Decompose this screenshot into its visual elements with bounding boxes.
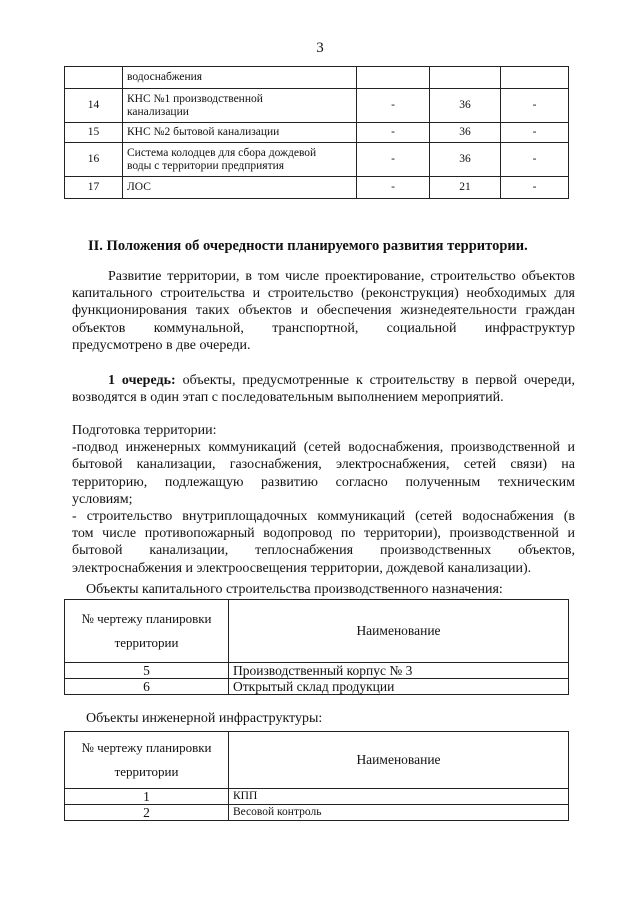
infrastructure-objects-table <box>64 731 569 821</box>
production-objects-table <box>64 599 569 695</box>
table-row <box>65 123 569 143</box>
row-number: 15 <box>65 123 123 143</box>
row-value-c <box>501 67 569 89</box>
row-value-c: - <box>501 177 569 199</box>
row-number: 16 <box>65 143 123 177</box>
row-value-b: 36 <box>430 143 501 177</box>
paragraph-line: бытовой канализации, теплоснабжения производственных объектов, <box>72 543 575 559</box>
header-drawing-number <box>65 600 229 663</box>
header-line: территории <box>114 764 179 779</box>
paragraph-line: электроснабжения и электроосвещения территории, дождевой канализации). <box>72 560 532 576</box>
header-line: № чертежу планировки <box>81 740 212 755</box>
row-number: 17 <box>65 177 123 199</box>
header-name: Наименование <box>229 732 569 789</box>
page-number: 3 <box>316 40 324 56</box>
row-name-line: водоснабжения <box>127 71 203 83</box>
row-name-line: канализации <box>127 105 189 118</box>
row-value-b <box>430 67 501 89</box>
paragraph-line: бытовой канализации, газоснабжения, электроснабжения, сетей связи) на <box>72 457 575 473</box>
row-number: 5 <box>65 663 229 679</box>
paragraph-line: Развитие территории, в том числе проектирование, строительство объектов <box>108 269 575 284</box>
paragraph-line <box>72 372 575 389</box>
row-name-line: воды с территории предприятия <box>127 159 285 172</box>
paragraph-preparation <box>72 422 575 577</box>
row-name: КПП <box>229 789 569 805</box>
row-value-a: - <box>357 123 430 143</box>
paragraph-line: объектов коммунальной, транспортной, социальной инфраструктур <box>72 320 575 336</box>
table-row <box>65 679 569 695</box>
paragraph-line: том числе противопожарный водопровод по территории), производственной и <box>72 526 575 542</box>
paragraph-development <box>72 268 575 354</box>
row-value-b: 36 <box>430 123 501 143</box>
row-value-a: - <box>357 143 430 177</box>
row-value-c: - <box>501 89 569 123</box>
header-name: Наименование <box>229 600 569 663</box>
row-name-line: Система колодцев для сбора дождевой <box>127 146 317 159</box>
table-row <box>65 663 569 679</box>
row-number: 2 <box>65 805 229 821</box>
row-name <box>123 177 357 199</box>
caption-infrastructure-objects: Объекты инженерной инфраструктуры: <box>86 711 323 726</box>
row-name <box>123 89 357 123</box>
paragraph-line: территорию, подлежащую развитию согласно полученным техническим <box>72 474 575 490</box>
paragraph-line: капитального строительства и строительство (реконструкция) необходимых для <box>72 286 575 302</box>
row-number: 14 <box>65 89 123 123</box>
row-value-a: - <box>357 89 430 123</box>
row-name-line: ЛОС <box>127 181 151 193</box>
paragraph-line: -подвод инженерных коммуникаций (сетей водоснабжения, производственной и <box>72 440 575 456</box>
header-line: № чертежу планировки <box>81 611 212 626</box>
paragraph-line: Подготовка территории: <box>72 423 217 438</box>
row-value-a <box>357 67 430 89</box>
table-row <box>65 67 569 89</box>
header-line: территории <box>114 635 179 650</box>
paragraph-line: - строительство внутриплощадочных коммуникаций (сетей водоснабжения (в <box>72 509 575 525</box>
row-name <box>123 123 357 143</box>
row-name <box>123 67 357 89</box>
paragraph-stage-one <box>72 372 575 406</box>
paragraph-line: функционирования таких объектов и обеспечения жизнедеятельности граждан <box>72 303 575 319</box>
caption-production-objects: Объекты капитального строительства производственного назначения: <box>86 582 503 597</box>
row-value-c: - <box>501 143 569 177</box>
row-name: Открытый склад продукции <box>229 679 569 695</box>
table-row <box>65 789 569 805</box>
row-number: 1 <box>65 789 229 805</box>
row-name: Производственный корпус № 3 <box>229 663 569 679</box>
table-row <box>65 89 569 123</box>
row-value-b: 21 <box>430 177 501 199</box>
row-value-b: 36 <box>430 89 501 123</box>
row-number <box>65 67 123 89</box>
table-row <box>65 805 569 821</box>
stage-text: объекты, предусмотренные к строительству в первой очереди, <box>175 373 575 388</box>
stage-label: 1 очередь: <box>108 373 176 388</box>
row-name: Весовой контроль <box>229 805 569 821</box>
table-header-row <box>65 732 569 789</box>
section-title: II. Положения об очередности планируемого развития территории. <box>88 238 528 254</box>
row-value-a: - <box>357 177 430 199</box>
table-row <box>65 143 569 177</box>
header-drawing-number <box>65 732 229 789</box>
table-header-row <box>65 600 569 663</box>
paragraph-line: условиям; <box>72 491 133 507</box>
row-name-line: КНС №2 бытовой канализации <box>127 126 280 138</box>
paragraph-line: предусмотрено в две очереди. <box>72 337 251 353</box>
row-number: 6 <box>65 679 229 695</box>
row-value-c: - <box>501 123 569 143</box>
facilities-table <box>64 66 569 199</box>
table-row <box>65 177 569 199</box>
row-name-line: КНС №1 производственной <box>127 92 263 105</box>
paragraph-line: возводятся в один этап с последовательным выполнением мероприятий. <box>72 390 504 406</box>
row-name <box>123 143 357 177</box>
